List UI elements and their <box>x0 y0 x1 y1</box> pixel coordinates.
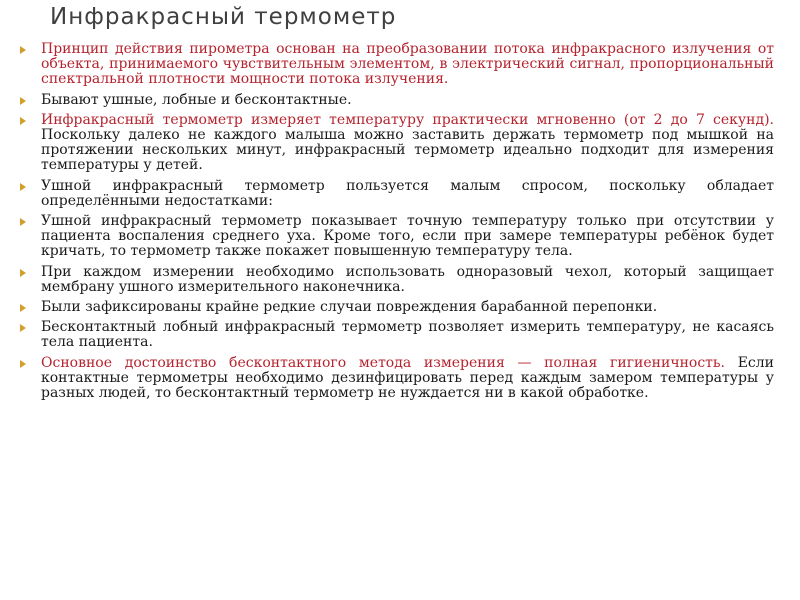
bullet-arrow-icon <box>20 46 26 54</box>
list-item <box>20 214 774 260</box>
bullet-arrow-icon <box>20 269 26 277</box>
item-accent-text: Принцип действия пирометра основан на преобразовании потока инфракрасного излучения от объекта, принимаемого чувствительным элементом, в электрический сигнал, пропорциональный спектральной плотности мощности потока излучения. <box>41 41 774 88</box>
item-text: Бывают ушные, лобные и бесконтактные. <box>41 91 352 108</box>
item-accent-text: Основное достоинство бесконтактного метода измерения — полная гигиеничность. <box>41 354 725 371</box>
item-text: При каждом измерении необходимо использовать одноразовый чехол, который защищает мембрану ушного измерительного наконечника. <box>41 263 774 295</box>
item-text: Ушной инфракрасный термометр пользуется малым спросом, поскольку обладает определёнными недостатками: <box>41 177 774 209</box>
list-item <box>20 179 774 209</box>
item-text: Были зафиксированы крайне редкие случаи повреждения барабанной перепонки. <box>41 299 658 316</box>
list-item <box>20 113 774 174</box>
bullet-arrow-icon <box>20 97 26 105</box>
list-item <box>20 42 774 88</box>
item-text: Поскольку далеко не каждого малыша можно заставить держать термометр под мышкой на протяжении нескольких минут, инфракрасный термометр идеально подходит для измерения температуры у детей. <box>41 127 774 174</box>
list-item <box>20 356 774 402</box>
bullet-arrow-icon <box>20 324 26 332</box>
item-text: Бесконтактный лобный инфракрасный термометр позволяет измерить температуру, не касаясь тела пациента. <box>41 319 774 351</box>
item-text: Ушной инфракрасный термометр показывает точную температуру только при отсутствии у пациента воспаления среднего уха. Кроме того, если при замере температуры ребёнок будет кричать, то термометр также покажет повышенную температуру тела. <box>41 213 774 260</box>
item-accent-text: Инфракрасный термометр измеряет температуру практически мгновенно (от 2 до 7 секунд). <box>41 111 774 128</box>
slide-title: Инфракрасный термометр <box>50 4 397 30</box>
bullet-arrow-icon <box>20 304 26 312</box>
bullet-arrow-icon <box>20 117 26 125</box>
list-item <box>20 93 774 108</box>
bullet-list <box>20 42 774 406</box>
bullet-arrow-icon <box>20 360 26 368</box>
list-item <box>20 300 774 315</box>
bullet-arrow-icon <box>20 218 26 226</box>
bullet-arrow-icon <box>20 183 26 191</box>
list-item <box>20 265 774 295</box>
list-item <box>20 320 774 350</box>
item-text: Если контактные термометры необходимо дезинфицировать перед каждым замером температуры у разных людей, то бесконтактный термометр не нуждается ни в какой обработке. <box>41 354 774 402</box>
